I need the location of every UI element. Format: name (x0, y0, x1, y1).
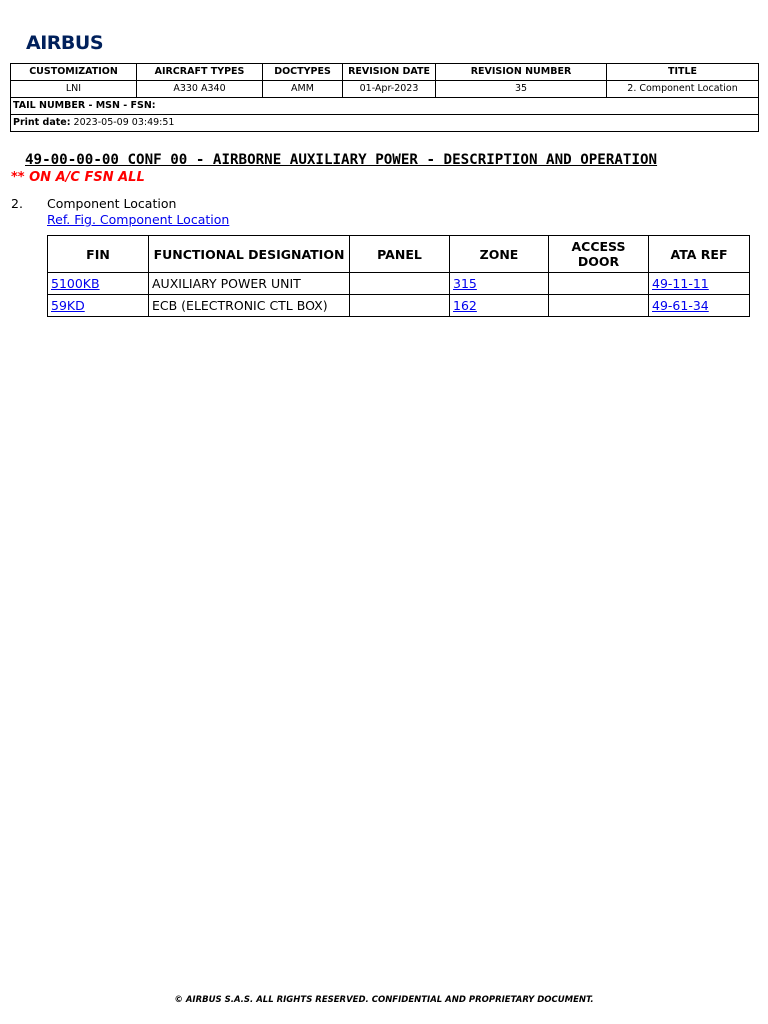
fin-link[interactable]: 59KD (51, 298, 85, 313)
tail-number-label: TAIL NUMBER - MSN - FSN: (11, 98, 759, 115)
header-revision-number-label: REVISION NUMBER (436, 64, 607, 81)
header-revision-date-value: 01-Apr-2023 (343, 81, 436, 98)
header-title-value: 2. Component Location (607, 81, 759, 98)
column-functional-designation: FUNCTIONAL DESIGNATION (149, 236, 350, 273)
designation-cell: AUXILIARY POWER UNIT (149, 273, 350, 295)
print-date (11, 115, 759, 132)
zone-cell (450, 295, 549, 317)
print-date-value: 2023-05-09 03:49:51 (73, 117, 175, 128)
effectivity-note: ** ON A/C FSN ALL (11, 170, 145, 185)
ata-ref-cell (649, 295, 750, 317)
header-aircraft-types-value: A330 A340 (137, 81, 263, 98)
header-row-tail (11, 98, 759, 115)
section-title: Component Location (47, 196, 177, 211)
fin-cell (48, 273, 149, 295)
header-aircraft-types-label: AIRCRAFT TYPES (137, 64, 263, 81)
header-customization-value: LNI (11, 81, 137, 98)
zone-link[interactable]: 315 (453, 276, 477, 291)
component-location-table (47, 235, 750, 317)
table-row (48, 295, 750, 317)
copyright-footer: © AIRBUS S.A.S. ALL RIGHTS RESERVED. CONFIDENTIAL AND PROPRIETARY DOCUMENT. (174, 995, 594, 1005)
figure-reference-link[interactable]: Ref. Fig. Component Location (47, 212, 230, 227)
column-zone: ZONE (450, 236, 549, 273)
document-title: 49-00-00-00 CONF 00 - AIRBORNE AUXILIARY POWER - DESCRIPTION AND OPERATION (25, 152, 658, 168)
column-fin: FIN (48, 236, 149, 273)
zone-cell (450, 273, 549, 295)
print-date-label: Print date: (13, 117, 71, 128)
ata-ref-link[interactable]: 49-11-11 (652, 276, 709, 291)
zone-link[interactable]: 162 (453, 298, 477, 313)
access-door-cell (549, 295, 649, 317)
header-customization-label: CUSTOMIZATION (11, 64, 137, 81)
fin-link[interactable]: 5100KB (51, 276, 100, 291)
ata-ref-link[interactable]: 49-61-34 (652, 298, 709, 313)
header-row-labels (11, 64, 759, 81)
header-revision-number-value: 35 (436, 81, 607, 98)
column-ata-ref: ATA REF (649, 236, 750, 273)
header-doctypes-label: DOCTYPES (263, 64, 343, 81)
panel-cell (350, 273, 450, 295)
column-panel: PANEL (350, 236, 450, 273)
access-door-cell (549, 273, 649, 295)
column-access-door: ACCESS DOOR (549, 236, 649, 273)
header-row-print-date (11, 115, 759, 132)
fin-cell (48, 295, 149, 317)
table-row (48, 273, 750, 295)
header-revision-date-label: REVISION DATE (343, 64, 436, 81)
header-title-label: TITLE (607, 64, 759, 81)
airbus-logo: AIRBUS (26, 32, 103, 54)
section-number: 2. (11, 196, 23, 211)
table-header-row (48, 236, 750, 273)
header-doctypes-value: AMM (263, 81, 343, 98)
panel-cell (350, 295, 450, 317)
document-header-table (10, 63, 759, 132)
header-row-values (11, 81, 759, 98)
ata-ref-cell (649, 273, 750, 295)
designation-cell: ECB (ELECTRONIC CTL BOX) (149, 295, 350, 317)
